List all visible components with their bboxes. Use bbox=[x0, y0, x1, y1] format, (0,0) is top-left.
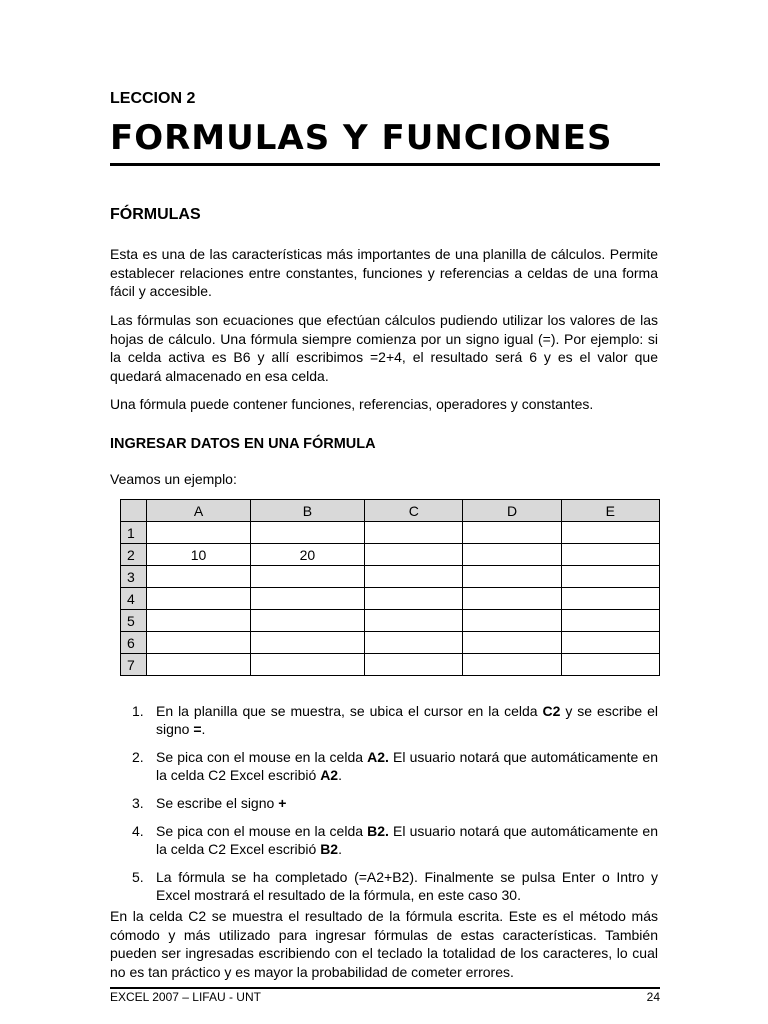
step-number: 1. bbox=[132, 703, 144, 719]
step-number: 2. bbox=[132, 749, 144, 765]
closing-paragraph: En la celda C2 se muestra el resultado de la fórmula escrita. Este es el método más cómodo y más utilizado para ingresar fórmulas de estas características. También pueden ser ingresadas escribiendo con el teclado la totalidad de los caracteres, lo cual no es tan práctico y es mayor la probabilidad de cometer errores. bbox=[110, 908, 658, 980]
table-cell bbox=[463, 654, 561, 676]
table-cell: 10 bbox=[147, 544, 250, 566]
table-cell bbox=[250, 654, 364, 676]
step-emphasis: B2. bbox=[367, 823, 389, 839]
table-cell: 20 bbox=[250, 544, 364, 566]
spreadsheet-body bbox=[121, 522, 660, 676]
column-header: B bbox=[250, 500, 364, 522]
step-text: Se escribe el signo bbox=[156, 795, 279, 811]
row-header: 4 bbox=[121, 588, 147, 610]
table-cell bbox=[463, 522, 561, 544]
table-cell bbox=[463, 588, 561, 610]
table-cell bbox=[365, 522, 463, 544]
spreadsheet-example bbox=[120, 499, 660, 676]
section-heading-formulas: FÓRMULAS bbox=[110, 206, 201, 223]
table-cell bbox=[463, 610, 561, 632]
row-header: 3 bbox=[121, 566, 147, 588]
step-emphasis: + bbox=[278, 795, 287, 811]
table-cell bbox=[561, 566, 659, 588]
table-cell bbox=[250, 588, 364, 610]
step-emphasis: A2. bbox=[367, 749, 389, 765]
table-cell bbox=[561, 522, 659, 544]
paragraph: Una fórmula puede contener funciones, referencias, operadores y constantes. bbox=[110, 396, 594, 412]
step-text: . bbox=[201, 721, 206, 737]
table-cell bbox=[365, 610, 463, 632]
table-cell bbox=[561, 632, 659, 654]
table-row bbox=[121, 610, 660, 632]
step-text: y se escribe el signo bbox=[156, 703, 659, 737]
step-number: 5. bbox=[132, 869, 144, 885]
row-header: 7 bbox=[121, 654, 147, 676]
column-header: D bbox=[463, 500, 561, 522]
step-text: El usuario notará que automáticamente en la celda C2 Excel escribió bbox=[156, 749, 658, 783]
list-item bbox=[110, 868, 658, 904]
table-cell bbox=[147, 610, 250, 632]
column-header: C bbox=[365, 500, 463, 522]
page-title: FORMULAS Y FUNCIONES bbox=[110, 118, 613, 158]
step-text: El usuario notará que automáticamente en la celda C2 Excel escribió bbox=[156, 823, 658, 857]
step-text: . bbox=[338, 767, 342, 783]
table-cell bbox=[561, 588, 659, 610]
column-header-row bbox=[121, 500, 660, 522]
step-text: En la planilla que se muestra, se ubica el cursor en la celda bbox=[156, 703, 543, 719]
table-cell bbox=[463, 632, 561, 654]
steps-list bbox=[110, 702, 658, 914]
section-heading-ingresar-datos: INGRESAR DATOS EN UNA FÓRMULA bbox=[110, 436, 376, 452]
table-row bbox=[121, 566, 660, 588]
column-header: A bbox=[147, 500, 250, 522]
table-cell bbox=[147, 632, 250, 654]
table-row bbox=[121, 588, 660, 610]
footer-text: EXCEL 2007 – LIFAU - UNT bbox=[110, 990, 261, 1004]
row-header: 1 bbox=[121, 522, 147, 544]
step-number: 3. bbox=[132, 795, 144, 811]
table-cell bbox=[463, 566, 561, 588]
table-row bbox=[121, 632, 660, 654]
table-cell bbox=[365, 566, 463, 588]
step-text: Se pica con el mouse en la celda bbox=[156, 823, 368, 839]
step-number: 4. bbox=[132, 823, 144, 839]
step-emphasis: B2 bbox=[320, 841, 339, 857]
row-header: 2 bbox=[121, 544, 147, 566]
row-header: 5 bbox=[121, 610, 147, 632]
table-cell bbox=[147, 654, 250, 676]
table-cell bbox=[365, 654, 463, 676]
table-cell bbox=[561, 544, 659, 566]
table-cell bbox=[365, 544, 463, 566]
table-cell bbox=[147, 588, 250, 610]
step-emphasis: C2 bbox=[542, 703, 561, 719]
table-cell bbox=[250, 610, 364, 632]
table-cell bbox=[147, 566, 250, 588]
paragraph: Las fórmulas son ecuaciones que efectúan cálculos pudiendo utilizar los valores de las hojas de cálculo. Una fórmula siempre comienza por un signo igual (=). Por ejemplo: si la celda activa es B6 y allí escribimos =2+4, el resultado será 6 y es el valor que quedará almacenado en esa celda. bbox=[110, 312, 658, 384]
step-emphasis: = bbox=[193, 721, 202, 737]
paragraph: Esta es una de las características más importantes de una planilla de cálculos. Permite establecer relaciones entre constantes, funciones y referencias a celdas de una forma fácil y accesible. bbox=[110, 246, 658, 299]
table-cell bbox=[250, 632, 364, 654]
list-item bbox=[110, 748, 658, 784]
table-cell bbox=[463, 544, 561, 566]
page-number: 24 bbox=[646, 990, 660, 1004]
step-emphasis: A2 bbox=[320, 767, 339, 783]
table-cell bbox=[365, 632, 463, 654]
table-cell bbox=[365, 588, 463, 610]
title-divider bbox=[110, 163, 660, 166]
table-cell bbox=[561, 610, 659, 632]
step-text: Se pica con el mouse en la celda bbox=[156, 749, 368, 765]
table-cell bbox=[250, 522, 364, 544]
table-cell bbox=[147, 522, 250, 544]
table-cell bbox=[250, 566, 364, 588]
example-intro: Veamos un ejemplo: bbox=[110, 471, 237, 487]
lesson-label: LECCION 2 bbox=[110, 90, 196, 107]
column-header: E bbox=[561, 500, 659, 522]
list-item bbox=[110, 794, 658, 812]
list-item bbox=[110, 702, 658, 738]
table-cell bbox=[561, 654, 659, 676]
step-text: La fórmula se ha completado (=A2+B2). Finalmente se pulsa Enter o Intro y Excel mostrará el resultado de la fórmula, en este caso 30. bbox=[156, 869, 658, 903]
table-row bbox=[121, 522, 660, 544]
table-row bbox=[121, 544, 660, 566]
corner-cell bbox=[121, 500, 147, 522]
list-item bbox=[110, 822, 658, 858]
table-row bbox=[121, 654, 660, 676]
row-header: 6 bbox=[121, 632, 147, 654]
step-text: . bbox=[338, 841, 342, 857]
footer-divider bbox=[110, 987, 660, 989]
